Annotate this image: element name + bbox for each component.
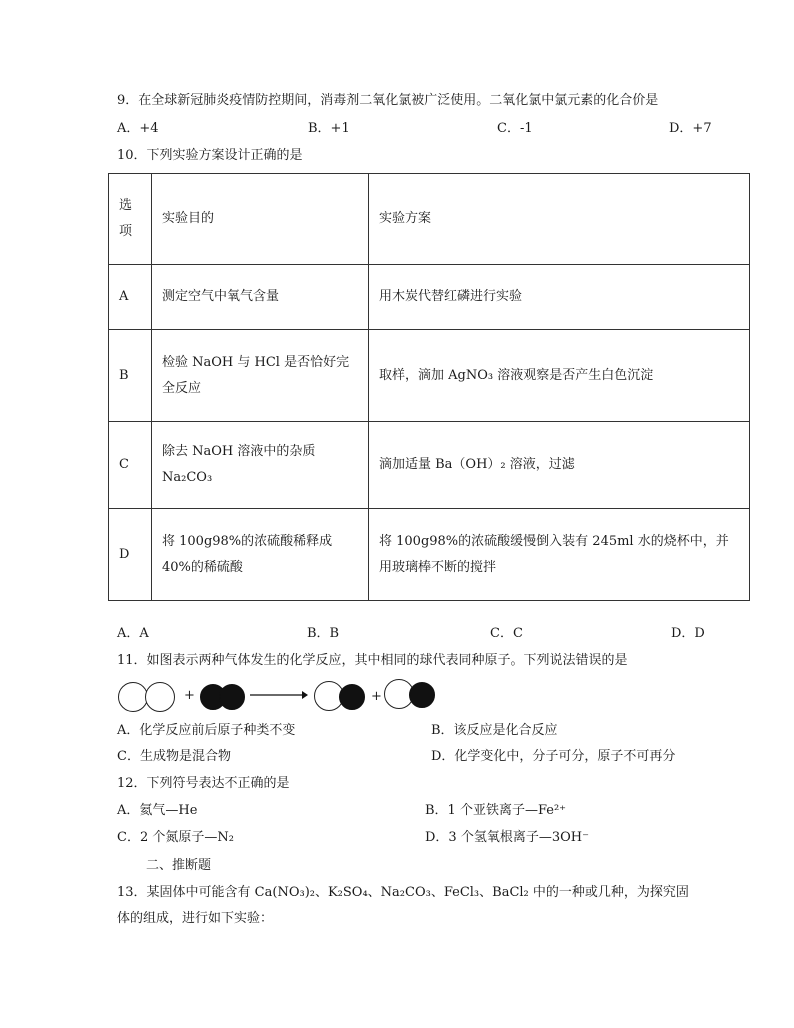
white-atom-icon (145, 682, 175, 712)
q9-option-b: B．+1 (308, 121, 350, 136)
row-purpose: 除去 NaOH 溶液中的杂质 Na₂CO₃ (152, 422, 369, 509)
table-row (109, 330, 750, 422)
row-key: D (109, 509, 152, 601)
table-row (109, 509, 750, 601)
row-plan: 将 100g98%的浓硫酸缓慢倒入装有 245ml 水的烧杯中，并用玻璃棒不断的搅拌 (369, 509, 750, 601)
white-atom-icon (118, 682, 148, 712)
q13-line2: 体的组成，进行如下实验： (117, 911, 274, 926)
black-atom-icon (339, 684, 365, 710)
table-row (109, 422, 750, 509)
section-title: 二、推断题 (146, 858, 212, 873)
row-purpose: 检验 NaOH 与 HCl 是否恰好完全反应 (152, 330, 369, 422)
row-plan: 用木炭代替红磷进行实验 (369, 265, 750, 330)
header-purpose: 实验目的 (152, 174, 369, 265)
q11-option-b: B．该反应是化合反应 (431, 723, 558, 738)
q11-stem: 11．如图表示两种气体发生的化学反应，其中相同的球代表同种原子。下列说法错误的是 (117, 653, 628, 668)
black-atom-icon (219, 684, 245, 710)
header-option: 选 项 (109, 174, 152, 265)
q12-option-d: D．3 个氢氧根离子—3OH⁻ (425, 830, 589, 845)
q12-option-a: A．氦气—He (117, 803, 198, 818)
row-plan: 取样，滴加 AgNO₃ 溶液观察是否产生白色沉淀 (369, 330, 750, 422)
row-key: B (109, 330, 152, 422)
q9-stem: 9．在全球新冠肺炎疫情防控期间，消毒剂二氧化氯被广泛使用。二氧化氯中氯元素的化合价是 (117, 93, 659, 108)
q13-line1: 13．某固体中可能含有 Ca(NO₃)₂、K₂SO₄、Na₂CO₃、FeCl₃、BaCl₂ 中的一种或几种，为探究固 (117, 885, 689, 900)
experiment-table (108, 173, 750, 601)
q11-option-a: A．化学反应前后原子种类不变 (117, 723, 296, 738)
q10-option-c: C．C (490, 626, 523, 641)
row-key: A (109, 265, 152, 330)
plus-sign: + (184, 688, 195, 703)
table-header-row (109, 174, 750, 265)
q9-option-d: D．+7 (669, 121, 712, 136)
q9-option-c: C．-1 (497, 121, 533, 136)
q10-option-b: B．B (307, 626, 340, 641)
q10-option-d: D．D (671, 626, 705, 641)
black-atom-icon (409, 682, 435, 708)
q12-stem: 12．下列符号表达不正确的是 (117, 776, 290, 791)
q9-option-a: A．+4 (117, 121, 159, 136)
reaction-arrow-icon (250, 689, 308, 701)
q10-option-a: A．A (117, 626, 149, 641)
plus-sign: + (371, 689, 382, 704)
q12-option-b: B．1 个亚铁离子—Fe²⁺ (425, 803, 567, 818)
q11-option-c: C．生成物是混合物 (117, 749, 231, 764)
q11-option-d: D．化学变化中，分子可分，原子不可再分 (431, 749, 676, 764)
row-key: C (109, 422, 152, 509)
table-row (109, 265, 750, 330)
row-purpose: 测定空气中氧气含量 (152, 265, 369, 330)
q12-option-c: C．2 个氮原子—N₂ (117, 830, 234, 845)
row-purpose: 将 100g98%的浓硫酸稀释成 40%的稀硫酸 (152, 509, 369, 601)
header-plan: 实验方案 (369, 174, 750, 265)
q10-stem: 10．下列实验方案设计正确的是 (117, 148, 303, 163)
row-plan: 滴加适量 Ba（OH）₂ 溶液，过滤 (369, 422, 750, 509)
